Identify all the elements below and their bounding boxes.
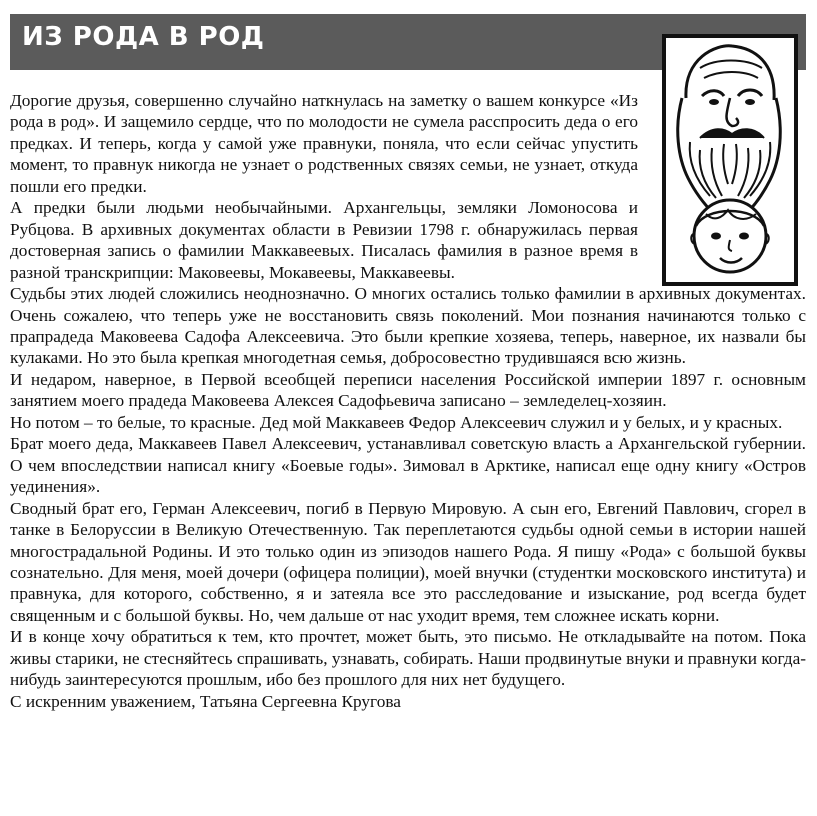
article-paragraph: Сводный брат его, Герман Алексеевич, погиб в Первую Мировую. А сын его, Евгений Павлович, сгорел в танке в Белоруссии в Великую Отечественную. Так переплетаются судьбы одной семьи в истории нашей многострадальной Родины. И это только один из эпизодов нашего Рода. Я пишу «Рода» с большой буквы сознательно. Для меня, моей дочери (офицера полиции), моей внучки (студентки московского института) и правнука, для которого, собственно, я и затеяла все это расследование и изыскание, род всегда будет священным и с большой буквы. Но, чем дальше от нас уходит время, тем сложнее искать корни.: [10, 498, 806, 625]
article-paragraph: И недаром, наверное, в Первой всеобщей переписи населения Российской империи 1897 г. основным занятием моего прадеда Маковеева Алексея Садофьевича записано – земледелец-хозяин.: [10, 369, 806, 411]
article-paragraph: Но потом – то белые, то красные. Дед мой Маккавеев Федор Алексеевич служил и у белых, и у красных.: [10, 412, 783, 432]
article-paragraph: И в конце хочу обратиться к тем, кто прочтет, может быть, это письмо. Не откладывайте на потом. Пока живы старики, не стесняйтесь спрашивать, узнавать, собирать. Наши продвинутые внуки и правнуки когда-нибудь заинтересуются прошлым, ибо без прошлого для них нет будущего.: [10, 627, 806, 690]
article-paragraph: Дорогие друзья, совершенно случайно наткнулась на заметку о вашем конкурсе «Из рода в род». И защемило сердце, что по молодости не сумела расспросить деда о его предках. И теперь, когда у самой уже правнуки, поняла, что если сейчас упустить момент, то правнук никогда не узнает о родственных связях семьи, не узнает, откуда пошли его предки.: [10, 91, 638, 196]
signature: С искренним уважением, Татьяна Сергеевна Кругова: [10, 691, 401, 711]
article-paragraph: А предки были людьми необычайными. Архангельцы, земляки Ломоносова и Рубцова. В архивных документах области в Ревизии 1798 г. обнаружилась первая достоверная запись о фамилии Маккавеевых. Писалась фамилия в разное время в разной транскрипции: Маковеевы, Мокавеевы, Маккавеевы.: [10, 198, 638, 282]
page-title: ИЗ РОДА В РОД: [22, 22, 265, 52]
article-paragraph: Судьбы этих людей сложились неоднозначно. О многих остались только фамилии в архивных документах. Очень сожалею, что теперь уже не восстановить связь поколений. Мои познания начинаются только с прапрадеда Маковеева Садофа Алексеевича. Это были крепкие хозяева, теперь, наверное, их назвали бы кулаками. Но это была крепкая многодетная семья, добросовестно трудившаяся всю жизнь.: [10, 284, 806, 368]
article-body: [10, 90, 806, 712]
article-paragraph: Брат моего деда, Маккавеев Павел Алексеевич, устанавливал советскую власть а Архангельской губернии. О чем впоследствии написал книгу «Боевые годы». Зимовал в Арктике, написал еще одну книгу «Остров уединения».: [10, 434, 806, 497]
